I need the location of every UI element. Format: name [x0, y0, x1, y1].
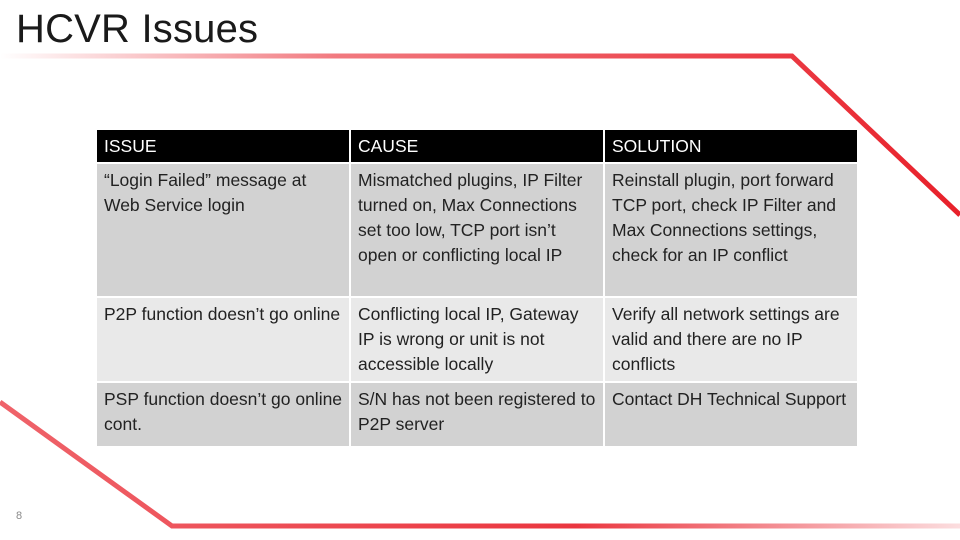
header-solution: SOLUTION — [604, 129, 858, 163]
solution-cell: Reinstall plugin, port forward TCP port, check IP Filter and Max Connections settings, check for an IP conflict — [604, 163, 858, 297]
cause-cell: Mismatched plugins, IP Filter turned on, Max Connections set too low, TCP port isn’t open or conflicting local IP — [350, 163, 604, 297]
issues-table — [95, 128, 859, 448]
header-cause: CAUSE — [350, 129, 604, 163]
slide-number: 8 — [16, 510, 23, 522]
issue-cell: P2P function doesn’t go online — [96, 297, 350, 382]
slide-title: HCVR Issues — [16, 7, 259, 51]
cause-cell: Conflicting local IP, Gateway IP is wrong or unit is not accessible locally — [350, 297, 604, 382]
table-row — [96, 163, 858, 297]
solution-cell: Verify all network settings are valid and there are no IP conflicts — [604, 297, 858, 382]
header-issue: ISSUE — [96, 129, 350, 163]
issue-cell: “Login Failed” message at Web Service login — [96, 163, 350, 297]
solution-cell: Contact DH Technical Support — [604, 382, 858, 447]
table-row — [96, 297, 858, 382]
table-header-row — [96, 129, 858, 163]
issue-cell: PSP function doesn’t go online cont. — [96, 382, 350, 447]
table-row — [96, 382, 858, 447]
cause-cell: S/N has not been registered to P2P server — [350, 382, 604, 447]
